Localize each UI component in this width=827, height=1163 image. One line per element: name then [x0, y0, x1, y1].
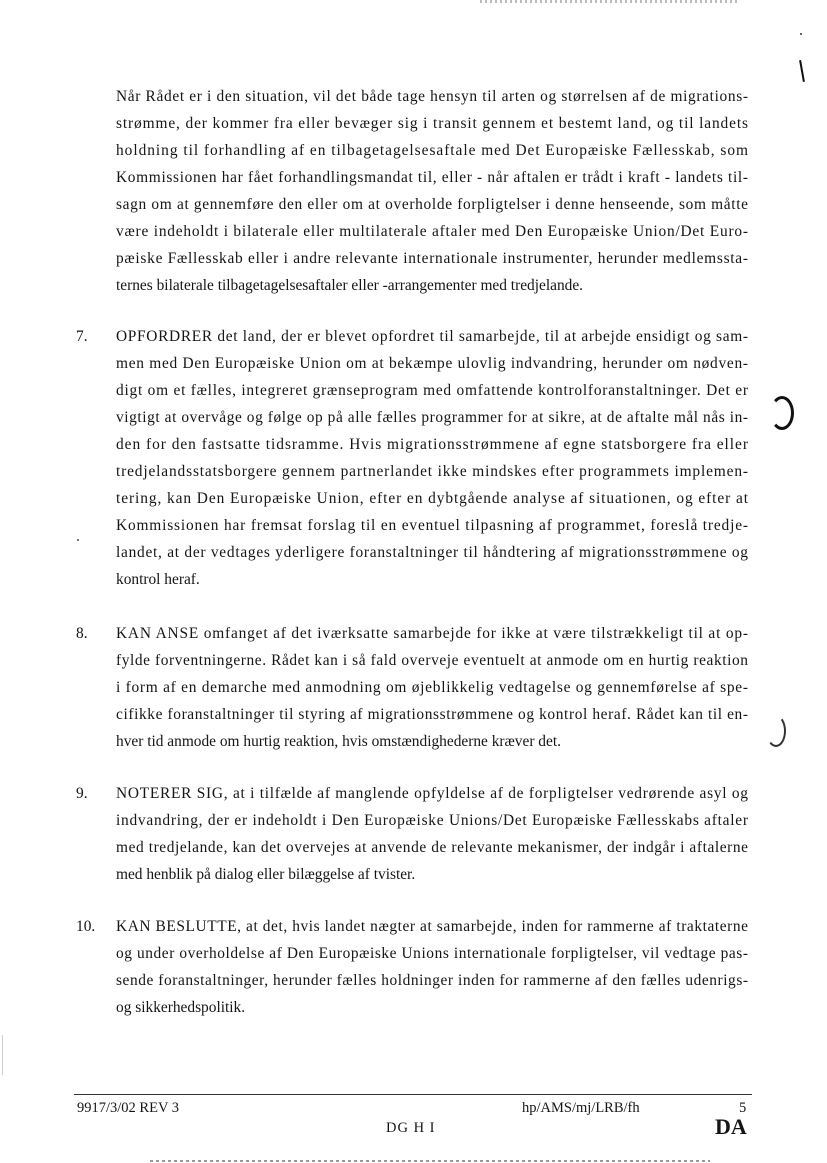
scan-artifact-top	[480, 0, 740, 3]
text-line: cifikke foranstaltninger til styring af migrationsstrømmene og kontrol heraf. Rådet kan til en-	[116, 706, 749, 723]
text-line: Kommissionen har fremsat forslag til en eventuel tilpasning af programmet, foreslå tredje-	[116, 517, 749, 534]
binder-hole-mark	[770, 396, 794, 430]
item-body	[116, 323, 756, 593]
text-line: fylde forventningerne. Rådet kan i så fald overveje eventuelt at anmode om en hurtig reaktion	[116, 652, 749, 669]
text-line: og sikkerhedspolitik.	[116, 999, 246, 1016]
text-line: være indeholdt i bilaterale eller multilaterale aftaler med Den Europæiske Union/Det Euro-	[116, 223, 749, 240]
text-line: KAN ANSE omfanget af det iværksatte samarbejde for ikke at være tilstrækkeligt til at op-	[116, 625, 749, 642]
language-code: DA	[715, 1114, 747, 1139]
text-line: sende foranstaltninger, herunder fælles holdninger inden for rammerne af den fælles udenrigs-	[116, 972, 749, 989]
text-line: NOTERER SIG, at i tilfælde af manglende opfyldelse af de forpligtelser vedrørende asyl og	[116, 785, 749, 802]
text-line: Når Rådet er i den situation, vil det både tage hensyn til arten og størrelsen af de migrations-	[116, 88, 749, 105]
footer-divider	[74, 1094, 752, 1095]
text-line: KAN BESLUTTE, at det, hvis landet nægter at samarbejde, inden for rammerne af traktaterne	[116, 918, 749, 935]
scan-speck	[800, 33, 802, 35]
text-line: digt om et fælles, integreret grænseprogram med omfattende kontrolforanstaltninger. Det er	[116, 382, 749, 399]
text-line: Kommissionen har fået forhandlingsmandat til, eller - når aftalen er trådt i kraft - landets til-	[116, 169, 749, 186]
text-line: kontrol heraf.	[116, 571, 200, 588]
text-line: holdning til forhandling af en tilbagetagelsesaftale med Det Europæiske Fællesskab, som	[116, 142, 749, 159]
text-line: men med Den Europæiske Union om at bekæmpe ulovlig indvandring, herunder om nødven-	[116, 355, 749, 372]
text-line: hver tid anmode om hurtig reaktion, hvis omstændighederne kræver det.	[116, 733, 561, 750]
text-line: landet, at der vedtages yderligere foranstaltninger til håndtering af migrationsstrømmene og	[116, 544, 749, 561]
text-line: den for den fastsatte tidsramme. Hvis migrationsstrømmene af egne statsborgere fra eller	[116, 436, 749, 453]
document-reference: 9917/3/02 REV 3	[77, 1100, 180, 1116]
item-body	[116, 780, 756, 888]
text-line: med tredjelande, kan det overvejes at anvende de relevante mekanismer, der indgår i aftalerne	[116, 839, 749, 856]
text-line: med henblik på dialog eller bilæggelse af tvister.	[116, 866, 416, 883]
binder-hole-mark	[766, 715, 786, 747]
binder-mark-top	[799, 60, 805, 82]
text-line: ternes bilaterale tilbagetagelsesaftaler eller -arrangementer med tredjelande.	[116, 277, 584, 294]
department-code: DG H I	[386, 1120, 436, 1136]
page-number: 5	[739, 1100, 747, 1116]
text-line: tredjelandsstatsborgere gennem partnerlandet ikke mindskes efter programmets implemen-	[116, 463, 749, 480]
text-line: pæiske Fællesskab eller i andre relevante internationale instrumenter, herunder medlemssta-	[116, 250, 749, 267]
text-line: tering, kan Den Europæiske Union, efter en dybtgående analyse af situationen, og efter at	[116, 490, 749, 507]
scan-speck	[77, 539, 79, 541]
text-line: indvandring, der er indeholdt i Den Europæiske Unions/Det Europæiske Fællesskabs aftaler	[116, 812, 749, 829]
scan-artifact-left	[2, 1035, 3, 1075]
item-number: 10.	[76, 918, 96, 935]
text-line: strømme, der kommer fra eller bevæger sig i transit gennem et bestemt land, og til landets	[116, 115, 749, 132]
text-line: sagn om at gennemføre den eller om at overholde forpligtelser i denne henseende, som måtte	[116, 196, 749, 213]
text-line: i form af en demarche med anmodning om øjeblikkelig vedtagelse og gennemførelse af spe-	[116, 679, 749, 696]
text-line: og under overholdelse af Den Europæiske Unions internationale forpligtelser, vil vedtage pas-	[116, 945, 749, 962]
text-line: OPFORDRER det land, der er blevet opfordret til samarbejde, til at arbejde ensidigt og sam-	[116, 328, 749, 345]
text-line: vigtigt at overvåge og følge op på alle fælles programmer for at sikre, at de aftalte mål nås in-	[116, 409, 749, 426]
item-body	[116, 620, 756, 755]
intro-paragraph	[116, 83, 751, 299]
item-number: 9.	[76, 785, 88, 802]
item-number: 7.	[76, 328, 88, 345]
scan-artifact-bottom	[150, 1160, 710, 1162]
item-number: 8.	[76, 625, 88, 642]
item-body	[116, 913, 756, 1021]
author-initials: hp/AMS/mj/LRB/fh	[522, 1100, 640, 1116]
